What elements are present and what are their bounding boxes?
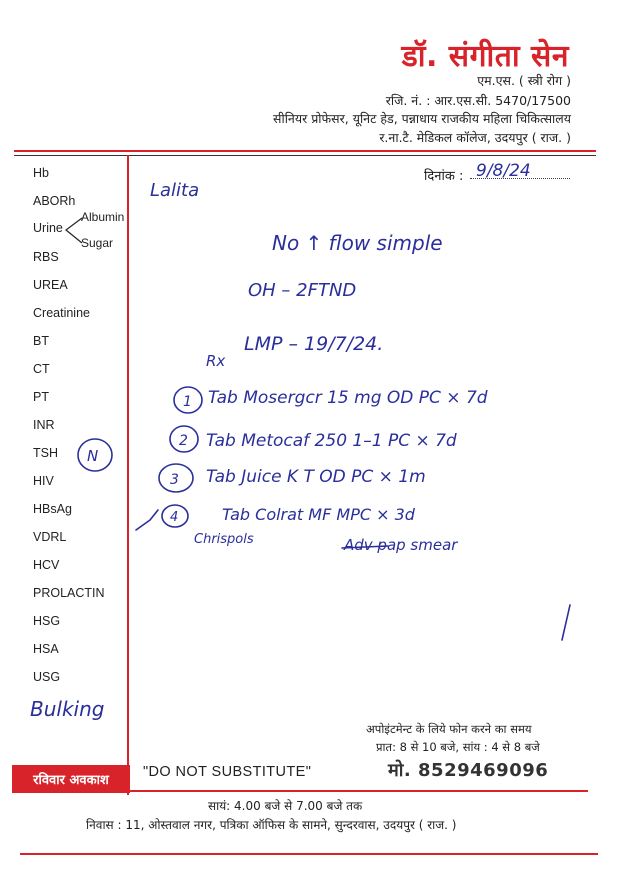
tick-mark	[136, 510, 158, 530]
test-hiv: HIV	[33, 474, 54, 488]
test-hcv: HCV	[33, 558, 60, 572]
test-vdrl: VDRL	[33, 530, 67, 544]
complaint-line: No ↑ flow simple	[272, 231, 443, 255]
stray-stroke	[562, 605, 570, 640]
test-inr: INR	[33, 418, 55, 432]
do-not-substitute: "DO NOT SUBSTITUTE"	[143, 764, 312, 780]
tsh-mark: N	[87, 447, 99, 465]
medication-3: Tab Juice K T OD PC × 1m	[206, 467, 426, 487]
test-urine: Urine	[33, 221, 63, 235]
qualification: एम.एस. ( स्त्री रोग )	[477, 73, 571, 88]
medication-4: Tab Colrat MF MPC × 3d	[222, 505, 415, 524]
lmp-line: LMP – 19/7/24.	[244, 333, 384, 355]
test-hsg: HSG	[33, 614, 61, 628]
residence-address: निवास : 11, ओस्तवाल नगर, पत्रिका ऑफिस के सामने, सुन्दरवास, उदयपुर ( राज. )	[86, 818, 457, 832]
med-number-2: 2	[179, 433, 188, 449]
note-chrispols: Chrispols	[194, 532, 254, 547]
test-creatinine: Creatinine	[33, 306, 90, 320]
test-prolactin: PROLACTIN	[33, 586, 105, 600]
phone-number: मो. 8529469096	[388, 760, 549, 781]
test-usg: USG	[33, 670, 61, 684]
med-number-1: 1	[183, 394, 192, 410]
appointment-heading: अपोइंटमेन्ट के लिये फोन करने का समय	[366, 722, 532, 736]
registration-number: रजि. नं. : आर.एस.सी. 5470/17500	[385, 93, 571, 108]
med-number-4: 4	[170, 510, 179, 525]
patient-name: Lalita	[150, 180, 200, 201]
college: र.ना.टै. मेडिकल कॉलेज, उदयपुर ( राज. )	[379, 130, 571, 145]
test-sugar: Sugar	[81, 236, 114, 250]
med-number-3: 3	[170, 472, 179, 488]
medication-1: Tab Mosergcr 15 mg OD PC × 7d	[208, 388, 488, 408]
evening-hours: सायं: 4.00 बजे से 7.00 बजे तक	[208, 799, 363, 813]
test-bt: BT	[33, 334, 49, 348]
date-handwritten: 9/8/24	[476, 161, 531, 181]
test-albumin: Albumin	[81, 210, 125, 224]
signature-scribble: Bulking	[30, 697, 105, 721]
medication-2: Tab Metocaf 250 1–1 PC × 7d	[206, 431, 457, 451]
appointment-hours: प्रात: 8 से 10 बजे, सांय : 4 से 8 बजे	[376, 740, 540, 754]
obstetric-history: OH – 2FTND	[248, 280, 357, 301]
date-label: दिनांक :	[424, 169, 464, 184]
test-pt: PT	[33, 390, 49, 404]
test-aborh: ABORh	[33, 194, 76, 208]
test-tsh: TSH	[33, 446, 58, 460]
rx-symbol: Rx	[206, 352, 226, 370]
test-urea: UREA	[33, 278, 68, 292]
test-hb: Hb	[33, 166, 49, 180]
test-hsa: HSA	[33, 642, 59, 656]
doctor-name: डॉ. संगीता सेन	[401, 39, 569, 74]
designation: सीनियर प्रोफेसर, यूनिट हेड, पन्नाधाय राजकीय महिला चिकित्सालय	[273, 111, 571, 126]
test-ct: CT	[33, 362, 50, 376]
test-rbs: RBS	[33, 250, 59, 264]
advice-pap-smear: Adv pap smear	[344, 536, 458, 554]
sunday-holiday-badge: रविवार अवकाश	[12, 765, 130, 793]
test-hbsag: HBsAg	[33, 502, 72, 516]
